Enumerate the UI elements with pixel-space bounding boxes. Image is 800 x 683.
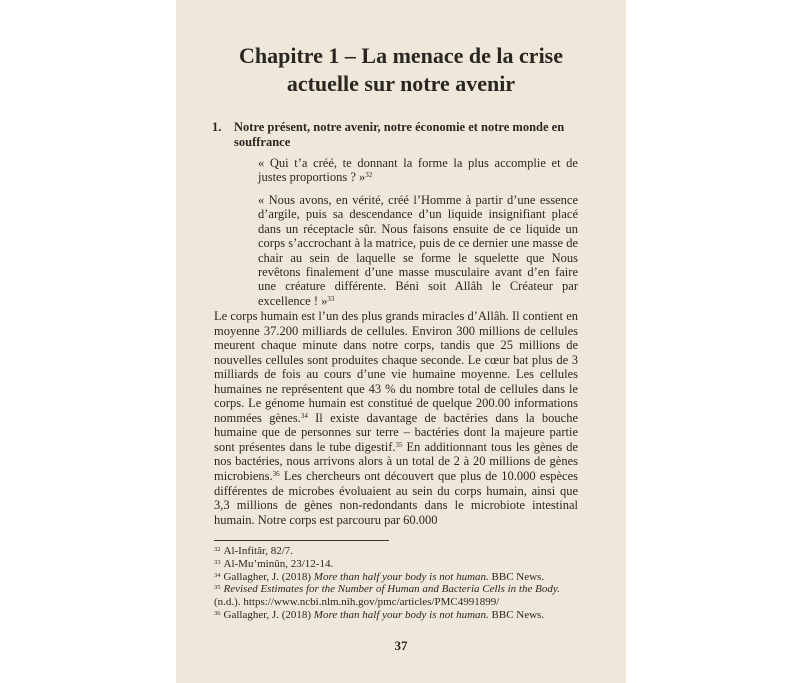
quote-2-footnote-ref: 33 [327,294,335,303]
quote-2 [258,193,578,308]
footnote-text-post: BBC News. [488,570,545,583]
footnote-text-post: BBC News. [488,608,545,621]
footnote-title: Revised Estimates for the Number of Human and Bacteria Cells in the Body. [223,583,560,596]
footnotes [214,545,584,622]
quote-1-footnote-ref: 32 [365,171,373,180]
footnote-text-pre: Gallagher, J. (2018) [223,570,314,583]
body-text-part-4: Les chercheurs ont découvert que plus de 10.000 espèces différentes de microbes évoluaient au sein du corps humain, ainsi que 3,3 millions de gènes non-redondants dans le microbiote intestinal humain. Notre corps est parcouru par 60.000 [214,469,578,527]
footnote-33 [214,558,584,571]
page-number: 37 [394,638,408,653]
footnote-34 [214,571,584,584]
chapter-title [176,42,626,98]
footnote-divider [214,540,389,541]
chapter-title-line-1: Chapitre 1 – La menace de la crise [238,43,564,68]
chapter-title-line-2: actuelle sur notre avenir [286,71,516,96]
footnote-35 [214,583,584,609]
section-number: 1. [212,120,222,134]
footnote-number: 35 [214,584,221,592]
footnote-36 [214,609,584,622]
footnote-text-pre: Gallagher, J. (2018) [223,608,314,621]
footnote-ref-35: 35 [395,440,403,449]
footnote-number: 36 [214,609,221,617]
footnote-text-post: (n.d.). https://www.ncbi.nlm.nih.gov/pmc/articles/PMC4991899/ [214,596,500,609]
book-page [176,0,626,683]
section-heading-text: Notre présent, notre avenir, notre économie et notre monde en souffrance [234,120,565,149]
quote-1-text: « Qui t’a créé, te donnant la forme la plus accomplie et de justes proportions ? » [258,156,578,185]
footnote-title: More than half your body is not human. [313,570,489,583]
body-text-part-2: Il existe davantage de bactéries dans la bouche humaine que de personnes sur terre – bactéries dont la majeure partie sont présentes dans le tube digestif. [214,410,578,454]
footnote-title: More than half your body is not human. [313,608,489,621]
body-text-part-3: En additionnant tous les gènes de nos bactéries, nous arrivons alors à un total de 2 à 20 millions de gènes microbiens. [214,439,579,484]
footnote-number: 34 [214,571,221,579]
quote-1 [258,156,578,185]
footnote-ref-36: 36 [272,470,280,479]
footnote-text: Al-Mu’minûn, 23/12-14. [223,557,334,570]
footnote-ref-34: 34 [300,411,308,420]
footnote-number: 33 [214,558,221,566]
footnote-text: Al-Infitâr, 82/7. [223,545,294,557]
body-paragraph [214,309,578,527]
quote-2-text: « Nous avons, en vérité, créé l’Homme à partir d’une essence d’argile, puis sa descendance d’un liquide insignifiant placé dans un réceptacle sûr. Nous faisons ensuite de ce liquide un corps s’accrochant à la matrice, puis de ce dernier une masse de chair au sein de laquelle se forme le squelette que Nous revêtons finalement d’une masse musculaire avant d’en faire une créature différente. Béni soit Allâh le Créateur par excellence ! » [258,193,578,308]
footnote-number: 32 [214,546,221,553]
footnote-32 [214,545,584,558]
section-heading [212,120,578,150]
body-text-part-1: Le corps humain est l’un des plus grands miracles d’Allâh. Il contient en moyenne 37.200 milliards de cellules. Environ 300 millions de cellules meurent chaque minute dans notre corps, tandis que 25 millions de nouvelles cellules sont produites chaque seconde. Le cœur bat plus de 3 milliards de fois au cours d’une vie humaine moyenne. Les cellules humaines ne représentent que 43 % du nombre total de cellules dans le corps. Le génome humain est constitué de quelque 200.00 informations nommées gènes. [214,309,578,425]
